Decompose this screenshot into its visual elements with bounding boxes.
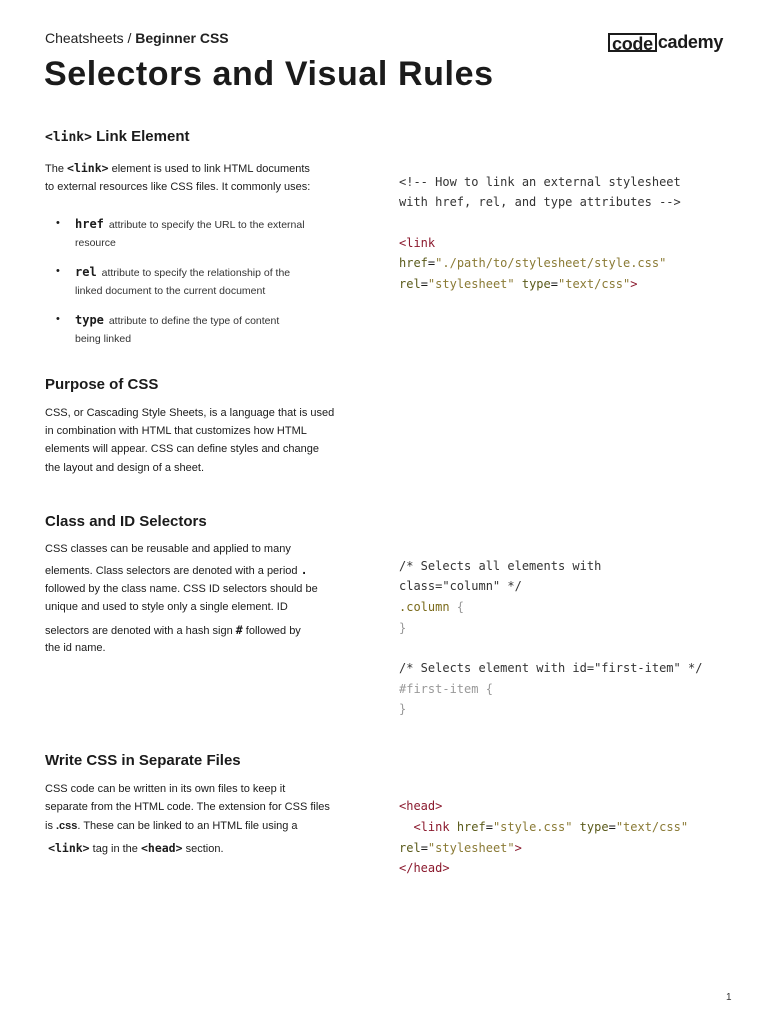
section-heading-purpose: Purpose of CSS: [45, 376, 159, 393]
code-tag: <link: [413, 820, 450, 834]
purpose-line: in combination with HTML that customizes how HTML: [45, 425, 307, 437]
bullet-dot: •: [56, 217, 60, 229]
code-comment: /* Selects element with id="first-item" */: [399, 661, 703, 675]
code-string: "stylesheet": [427, 277, 515, 291]
inline-code: <head>: [140, 841, 183, 855]
code-string: "stylesheet": [427, 841, 515, 855]
list-item-continued: being linked: [75, 333, 132, 345]
code-href-line: [399, 255, 666, 271]
code-comment: class="column" */: [399, 579, 522, 593]
code-string: "./path/to/stylesheet/style.css": [435, 256, 667, 270]
code-tag-close: >: [514, 841, 522, 855]
code-attr: type: [521, 277, 551, 291]
code-attr: rel: [399, 277, 421, 291]
code-class-selector-line: [399, 599, 464, 615]
text: The: [45, 163, 68, 175]
codecademy-logo[interactable]: [608, 30, 723, 54]
selectors-line: [45, 623, 301, 638]
list-item: [75, 265, 290, 280]
text: . These can be linked to an HTML file using a: [77, 820, 298, 832]
text: tag in the: [89, 843, 141, 855]
code-eq: =: [427, 256, 436, 270]
code-rel-line: [399, 840, 522, 856]
inline-code: #: [235, 623, 243, 637]
code-eq: =: [550, 277, 558, 291]
files-line: separate from the HTML code. The extension for CSS files: [45, 801, 330, 813]
code-brace: {: [478, 682, 493, 696]
breadcrumb-current: Beginner CSS: [135, 30, 229, 46]
section-heading-files: Write CSS in Separate Files: [45, 752, 241, 769]
code-attr: rel: [399, 841, 421, 855]
code-brace: }: [399, 621, 407, 635]
heading-code: <link>: [45, 130, 92, 145]
inline-code: type: [75, 313, 104, 327]
list-item-text: attribute to specify the URL to the external: [108, 219, 305, 231]
purpose-line: the layout and design of a sheet.: [45, 462, 205, 474]
text: element is used to link HTML documents: [108, 163, 310, 175]
text: elements. Class selectors are denoted with a period: [45, 565, 301, 577]
breadcrumb-link[interactable]: Cheatsheets /: [45, 30, 136, 46]
code-attr: href: [456, 820, 486, 834]
list-item-continued: resource: [75, 237, 116, 249]
link-paragraph-line-2: to external resources like CSS files. It commonly uses:: [45, 181, 311, 193]
section-heading-selectors: Class and ID Selectors: [45, 513, 207, 530]
purpose-line: CSS, or Cascading Style Sheets, is a language that is used: [45, 407, 335, 419]
selectors-line: CSS classes can be reusable and applied to many: [45, 543, 291, 555]
page-title: Selectors and Visual Rules: [44, 55, 494, 93]
code-tag-close: >: [630, 277, 638, 291]
code-brace: }: [399, 702, 407, 716]
logo-box-text: code: [608, 33, 657, 52]
inline-code: rel: [75, 265, 97, 279]
heading-text: Link Element: [91, 128, 190, 145]
code-id-selector-line: [399, 681, 493, 697]
selectors-line: followed by the class name. CSS ID selectors should be: [45, 583, 318, 595]
code-string: "style.css": [492, 820, 573, 834]
inline-code: <link>: [67, 161, 109, 175]
code-space: [572, 820, 579, 834]
code-id-selector: #first-item: [399, 682, 479, 696]
bold-text: .css: [56, 820, 78, 832]
code-attr: href: [399, 256, 428, 270]
section-heading-link: [45, 127, 190, 148]
breadcrumb: [45, 29, 229, 47]
code-string: "text/css": [615, 820, 689, 834]
text: section.: [182, 843, 224, 855]
purpose-line: elements will appear. CSS can define styles and change: [45, 443, 319, 455]
code-eq: =: [420, 277, 428, 291]
page-number: 1: [726, 992, 732, 1003]
inline-code: .: [300, 563, 308, 577]
code-head-close: </head>: [399, 861, 450, 875]
list-item-continued: linked document to the current document: [75, 285, 266, 297]
code-rel-line: [399, 276, 637, 292]
list-item: [75, 217, 305, 232]
inline-code: <link>: [48, 841, 90, 855]
files-line: [45, 819, 298, 833]
text: followed by: [242, 625, 301, 637]
list-item: [75, 313, 279, 328]
bullet-dot: •: [56, 265, 60, 277]
code-comment: /* Selects all elements with: [399, 559, 602, 573]
selectors-line: [45, 563, 308, 578]
code-comment-line-1: <!-- How to link an external stylesheet: [399, 175, 681, 189]
code-eq: =: [420, 841, 428, 855]
text: is: [45, 820, 56, 832]
files-line: [45, 841, 224, 856]
selectors-line: the id name.: [45, 642, 106, 654]
code-brace: {: [449, 600, 465, 614]
inline-code: href: [75, 217, 104, 231]
link-paragraph-line-1: [45, 161, 310, 176]
code-attr: type: [579, 820, 609, 834]
selectors-line: unique and used to style only a single element. ID: [45, 601, 288, 613]
code-indent: [399, 820, 413, 834]
code-eq: =: [485, 820, 493, 834]
code-space: [450, 820, 457, 834]
text: selectors are denoted with a hash sign: [45, 625, 236, 637]
list-item-text: attribute to define the type of content: [108, 315, 280, 327]
files-line: CSS code can be written in its own files to keep it: [45, 783, 286, 795]
code-head-open: <head>: [399, 799, 443, 813]
code-link-tag: <link: [399, 236, 436, 250]
code-string: "text/css": [558, 277, 631, 291]
bullet-dot: •: [56, 313, 60, 325]
code-comment-line-2: with href, rel, and type attributes -->: [399, 195, 681, 209]
code-link-line: [399, 819, 688, 835]
code-class-selector: .column: [399, 600, 450, 614]
code-eq: =: [608, 820, 616, 834]
logo-rest-text: cademy: [657, 32, 724, 52]
list-item-text: attribute to specify the relationship of the: [101, 267, 291, 279]
